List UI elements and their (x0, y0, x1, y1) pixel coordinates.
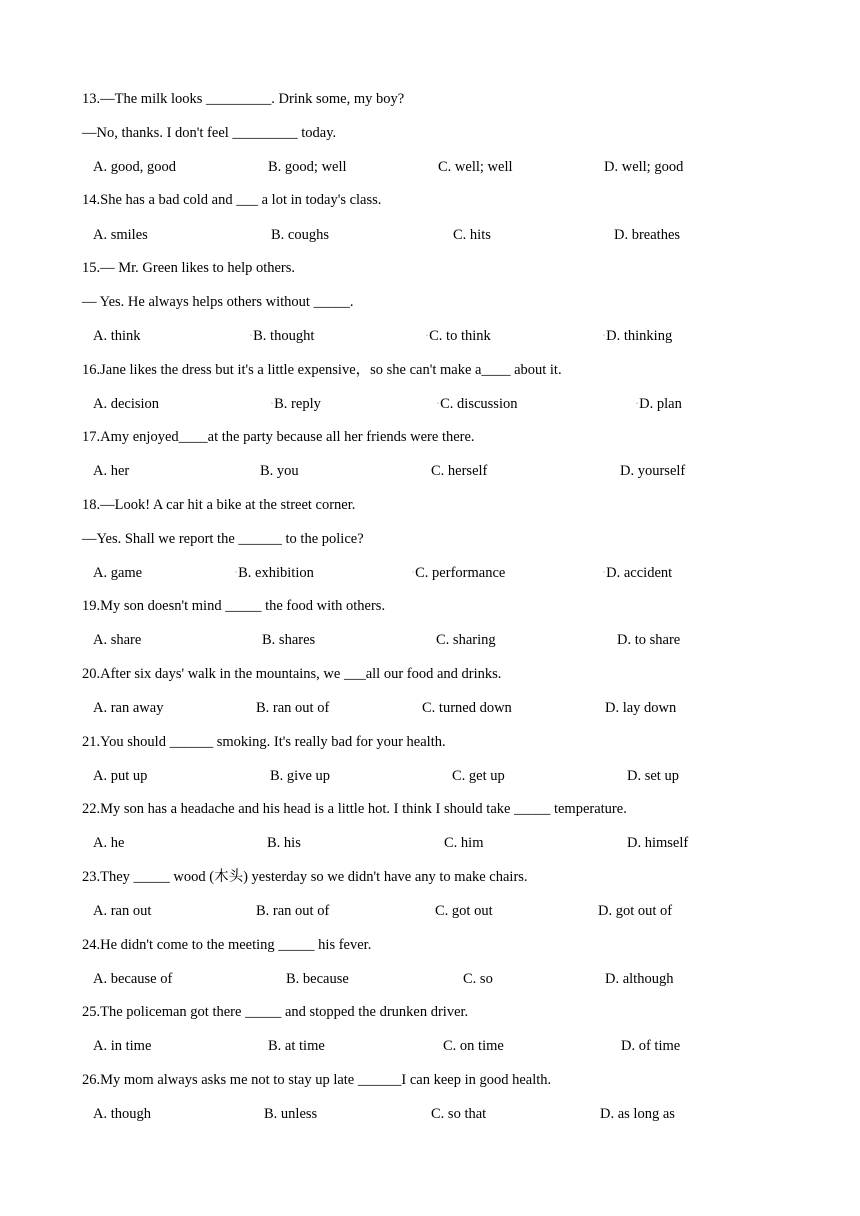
option-text: B. at time (268, 1038, 325, 1054)
option-row (0, 225, 860, 245)
question-dialogue-line: — Yes. He always helps others without _____. (82, 294, 354, 310)
option-text: D. got out of (598, 903, 673, 919)
option-text: B. unless (264, 1106, 318, 1122)
option-text: C. well; well (438, 159, 513, 175)
question-stem: 14.She has a bad cold and ___ a lot in today's class. (82, 192, 382, 208)
option-a (93, 1036, 151, 1056)
option-text: B. ran out of (256, 700, 330, 716)
option-a (93, 157, 176, 177)
option-text: B. good; well (268, 159, 347, 175)
option-d (627, 833, 688, 853)
question-stem: 13.—The milk looks _________. Drink some, my boy? (82, 91, 405, 107)
option-text: D. of time (621, 1038, 681, 1054)
option-c (431, 1104, 486, 1124)
option-text: D. to share (617, 632, 681, 648)
option-text: A. decision (93, 396, 160, 412)
option-text: B. his (267, 835, 301, 851)
option-row (0, 901, 860, 921)
option-text: D. accident (606, 565, 673, 581)
question-stem: 22.My son has a headache and his head is a little hot. I think I should take _____ temperature. (82, 801, 627, 817)
option-text: A. ran away (93, 700, 164, 716)
option-d (614, 225, 680, 245)
option-row (0, 157, 860, 177)
option-c (435, 901, 493, 921)
option-b (268, 1036, 325, 1056)
option-b (268, 157, 347, 177)
option-text: B. thought (253, 328, 315, 344)
option-row (0, 766, 860, 786)
option-row (0, 1104, 860, 1124)
option-a (93, 901, 151, 921)
option-text: A. in time (93, 1038, 152, 1054)
option-b (235, 563, 314, 583)
option-text: D. thinking (606, 328, 673, 344)
option-a (93, 833, 124, 853)
option-text: B. because (286, 971, 349, 987)
option-a (93, 698, 163, 718)
question-stem: 18.—Look! A car hit a bike at the street corner. (82, 497, 356, 513)
option-text: C. sharing (436, 632, 496, 648)
option-text: C. herself (431, 463, 488, 479)
option-d (617, 630, 680, 650)
option-text: D. lay down (605, 700, 677, 716)
option-b (270, 766, 330, 786)
option-text: A. he (93, 835, 125, 851)
anchor-mark-icon: ◦ (412, 570, 415, 576)
option-c (444, 833, 483, 853)
option-row (0, 630, 860, 650)
anchor-mark-icon: ◦ (271, 401, 274, 407)
option-row (0, 394, 860, 414)
option-text: C. discussion (440, 396, 518, 412)
option-text: A. ran out (93, 903, 152, 919)
question-stem: 17.Amy enjoyed____at the party because all her friends were there. (82, 429, 475, 445)
option-row (0, 563, 860, 583)
question-dialogue-line: —No, thanks. I don't feel _________ today. (82, 125, 337, 141)
option-text: C. him (444, 835, 484, 851)
question-dialogue-line: —Yes. Shall we report the ______ to the police? (82, 531, 364, 547)
option-text: C. get up (452, 768, 505, 784)
option-c (431, 461, 487, 481)
option-row (0, 461, 860, 481)
option-a (93, 766, 147, 786)
anchor-mark-icon: ◦ (603, 570, 606, 576)
option-text: A. smiles (93, 227, 148, 243)
option-text: A. her (93, 463, 130, 479)
option-text: C. performance (415, 565, 506, 581)
option-d (627, 766, 679, 786)
option-d (603, 563, 672, 583)
option-row (0, 833, 860, 853)
option-c (438, 157, 513, 177)
option-d (603, 326, 672, 346)
option-text: D. himself (627, 835, 689, 851)
option-d (605, 969, 673, 989)
option-text: D. breathes (614, 227, 681, 243)
option-row (0, 1036, 860, 1056)
question-stem: 24.He didn't come to the meeting _____ his fever. (82, 937, 372, 953)
option-d (621, 1036, 680, 1056)
option-text: A. game (93, 565, 143, 581)
option-d (600, 1104, 675, 1124)
option-a (93, 969, 172, 989)
option-c (443, 1036, 504, 1056)
option-b (286, 969, 349, 989)
option-text: D. set up (627, 768, 679, 784)
anchor-mark-icon: ◦ (426, 333, 429, 339)
option-text: A. put up (93, 768, 148, 784)
option-text: B. ran out of (256, 903, 330, 919)
option-a (93, 326, 141, 346)
option-c (452, 766, 505, 786)
option-d (604, 157, 683, 177)
option-text: A. because of (93, 971, 173, 987)
option-a (93, 225, 148, 245)
anchor-mark-icon: ◦ (636, 401, 639, 407)
option-b (256, 901, 329, 921)
option-text: C. so that (431, 1106, 487, 1122)
option-text: C. so (463, 971, 493, 987)
option-text: A. share (93, 632, 142, 648)
option-a (93, 630, 141, 650)
anchor-mark-icon: ◦ (250, 333, 253, 339)
option-text: B. reply (274, 396, 321, 412)
option-text: D. well; good (604, 159, 684, 175)
option-c (426, 326, 491, 346)
anchor-mark-icon: ◦ (235, 570, 238, 576)
option-text: D. as long as (600, 1106, 675, 1122)
question-stem: 26.My mom always asks me not to stay up late ______I can keep in good health. (82, 1072, 552, 1088)
option-text: A. good, good (93, 159, 176, 175)
option-a (93, 563, 142, 583)
option-c (463, 969, 493, 989)
option-b (271, 394, 321, 414)
question-stem: 20.After six days' walk in the mountains, we ___all our food and drinks. (82, 666, 502, 682)
question-stem: 21.You should ______ smoking. It's really bad for your health. (82, 734, 446, 750)
option-a (93, 461, 129, 481)
question-stem: 15.— Mr. Green likes to help others. (82, 260, 296, 276)
option-text: C. to think (429, 328, 491, 344)
option-b (262, 630, 315, 650)
option-text: A. think (93, 328, 141, 344)
option-b (271, 225, 329, 245)
option-c (453, 225, 491, 245)
option-row (0, 969, 860, 989)
option-c (412, 563, 505, 583)
option-b (264, 1104, 317, 1124)
option-text: D. plan (639, 396, 682, 412)
option-text: B. shares (262, 632, 316, 648)
option-d (636, 394, 682, 414)
option-d (620, 461, 685, 481)
question-stem: 19.My son doesn't mind _____ the food with others. (82, 598, 386, 614)
option-d (605, 698, 676, 718)
option-text: D. although (605, 971, 674, 987)
option-a (93, 394, 159, 414)
question-stem: 25.The policeman got there _____ and stopped the drunken driver. (82, 1004, 469, 1020)
option-text: B. give up (270, 768, 331, 784)
option-d (598, 901, 672, 921)
question-stem: 23.They _____ wood (木头) yesterday so we didn't have any to make chairs. (82, 869, 528, 885)
option-text: C. got out (435, 903, 493, 919)
option-text: D. yourself (620, 463, 686, 479)
option-b (267, 833, 301, 853)
option-a (93, 1104, 151, 1124)
option-b (260, 461, 299, 481)
option-text: A. though (93, 1106, 151, 1122)
option-row (0, 326, 860, 346)
option-c (422, 698, 512, 718)
option-b (250, 326, 314, 346)
option-text: C. on time (443, 1038, 504, 1054)
option-text: B. you (260, 463, 299, 479)
option-b (256, 698, 329, 718)
anchor-mark-icon: ◦ (437, 401, 440, 407)
option-c (436, 630, 496, 650)
question-stem: 16.Jane likes the dress but it's a little expensive，so she can't make a____ about it. (82, 362, 562, 378)
option-row (0, 698, 860, 718)
option-text: B. exhibition (238, 565, 314, 581)
anchor-mark-icon: ◦ (603, 333, 606, 339)
option-text: C. hits (453, 227, 491, 243)
option-text: B. coughs (271, 227, 329, 243)
option-c (437, 394, 517, 414)
option-text: C. turned down (422, 700, 512, 716)
